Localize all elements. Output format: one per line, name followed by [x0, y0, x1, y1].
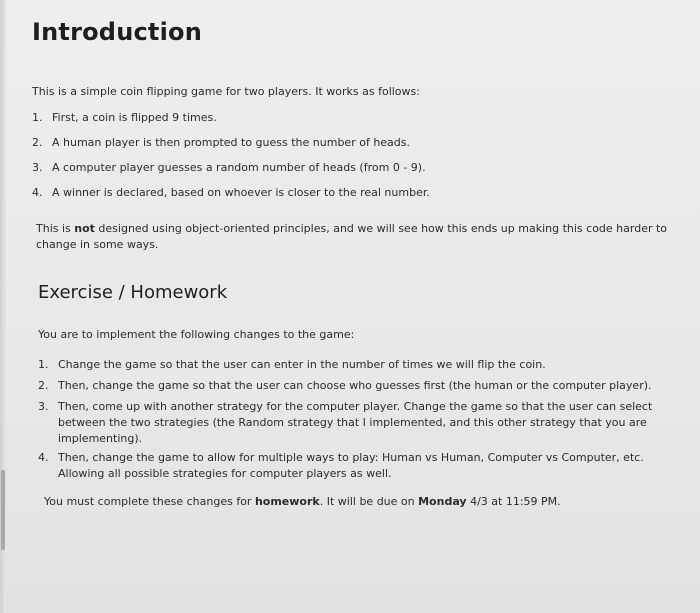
exercise-items-list [32, 357, 678, 482]
intro-note-text: This is [36, 222, 75, 235]
list-number: 4. [32, 186, 43, 199]
exercise-heading: Exercise / Homework [38, 282, 228, 303]
list-text: First, a coin is flipped 9 times. [52, 111, 217, 124]
list-item [32, 160, 682, 176]
list-text: A computer player guesses a random number of heads (from 0 - 9). [52, 161, 426, 174]
list-text: Then, come up with another strategy for the computer player. Change the game so that the user can select between the two strategies (the Random strategy that I implemented, and this other strategy that you are implementing). [58, 400, 653, 445]
due-emphasis-day: Monday [418, 495, 467, 508]
list-item [32, 185, 682, 201]
intro-heading: Introduction [32, 18, 202, 46]
list-item [38, 450, 678, 482]
list-number: 4. [38, 451, 49, 464]
list-number: 2. [32, 136, 43, 149]
list-text: Change the game so that the user can enter in the number of times we will flip the coin. [58, 358, 546, 371]
list-text: Then, change the game to allow for multiple ways to play: Human vs Human, Computer vs Computer, etc. Allowing all possible strategies for computer players as well. [58, 451, 644, 480]
list-item [38, 399, 678, 447]
intro-lead: This is a simple coin flipping game for two players. It works as follows: [32, 85, 420, 98]
list-item [38, 378, 678, 394]
due-emphasis-homework: homework [254, 495, 320, 508]
list-number: 2. [38, 379, 49, 392]
intro-note-emphasis: not [74, 222, 95, 235]
list-text: A human player is then prompted to guess the number of heads. [52, 136, 411, 149]
list-text: Then, change the game so that the user can choose who guesses first (the human or the computer player). [58, 379, 652, 392]
list-text: A winner is declared, based on whoever is closer to the real number. [52, 186, 430, 199]
due-text-mid: . It will be due on [319, 495, 419, 508]
intro-steps-list [32, 110, 682, 201]
exercise-lead: You are to implement the following changes to the game: [38, 328, 355, 341]
document-content [32, 18, 682, 510]
scroll-track[interactable] [0, 0, 6, 613]
intro-note [32, 221, 686, 253]
list-number: 1. [38, 358, 49, 371]
due-date-note [32, 494, 682, 510]
list-item [32, 110, 682, 126]
list-number: 3. [38, 400, 49, 413]
intro-note-text-rest: designed using object-oriented principles, and we will see how this ends up making this code harder to change in some ways. [36, 222, 668, 251]
list-number: 1. [32, 111, 43, 124]
due-text-end: 4/3 at 11:59 PM. [466, 495, 561, 508]
list-number: 3. [32, 161, 43, 174]
list-item [32, 135, 682, 151]
list-item [38, 357, 678, 373]
due-text: You must complete these changes for [44, 495, 255, 508]
scrollbar-thumb[interactable] [1, 470, 5, 550]
